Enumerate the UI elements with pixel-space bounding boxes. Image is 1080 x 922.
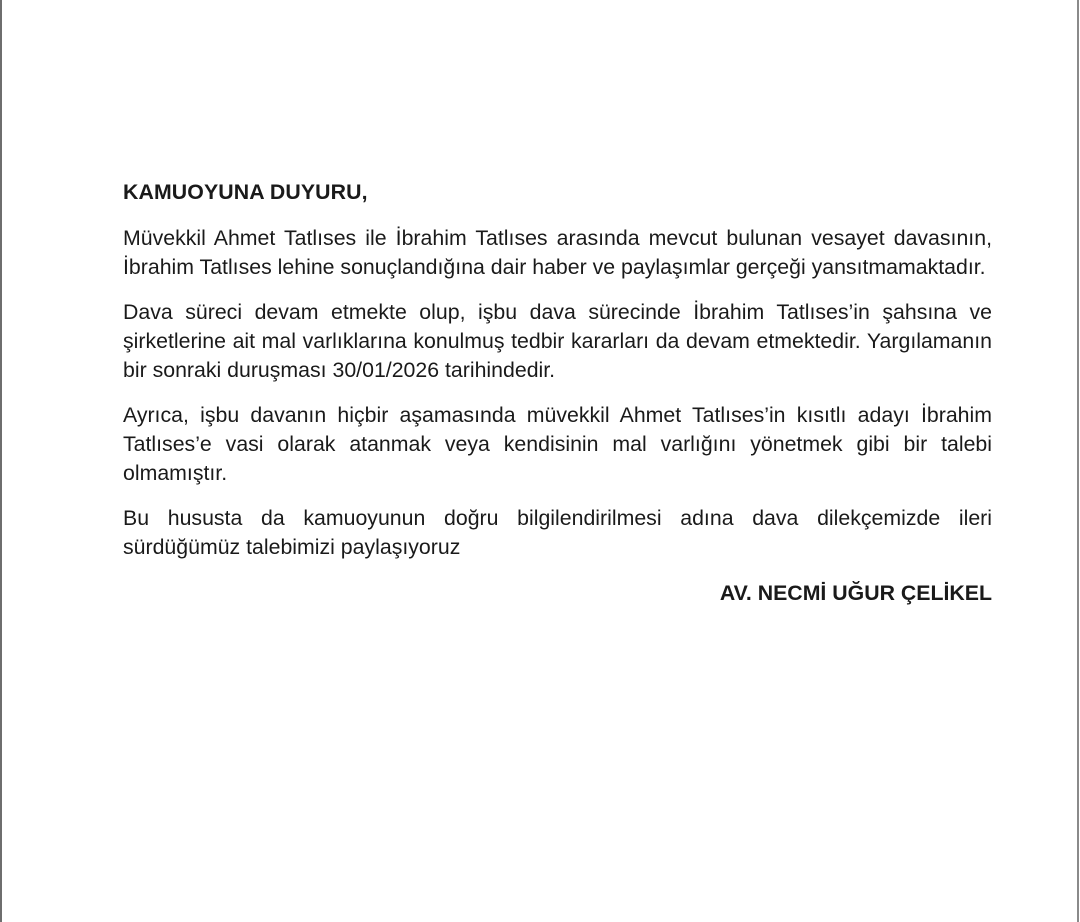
lawyer-signature: AV. NECMİ UĞUR ÇELİKEL <box>719 581 992 605</box>
paragraph-2: Dava süreci devam etmekte olup, işbu dava sürecinde İbrahim Tatlıses’in şahsına ve şirketlerine ait mal varlıklarına konulmuş tedbir kararları da devam etmektedir. Yargılamanın bir sonraki duruşması 30/01/2026 tarihindedir. <box>123 300 992 382</box>
announcement-heading: KAMUOYUNA DUYURU, <box>123 180 368 204</box>
announcement-body <box>123 178 992 608</box>
right-border <box>1077 0 1079 922</box>
left-border <box>0 0 2 922</box>
paragraph-3: Ayrıca, işbu davanın hiçbir aşamasında müvekkil Ahmet Tatlıses’in kısıtlı adayı İbrahim Tatlıses’e vasi olarak atanmak veya kendisinin mal varlığını yönetmek gibi bir talebi olmamıştır. <box>123 403 992 485</box>
paragraph-1: Müvekkil Ahmet Tatlıses ile İbrahim Tatlıses arasında mevcut bulunan vesayet davasının, İbrahim Tatlıses lehine sonuçlandığına dair haber ve paylaşımlar gerçeği yansıtmamaktadır. <box>123 226 992 279</box>
paragraph-4: Bu hususta da kamuoyunun doğru bilgilendirilmesi adına dava dilekçemizde ileri sürdüğümüz talebimizi paylaşıyoruz <box>123 506 992 559</box>
